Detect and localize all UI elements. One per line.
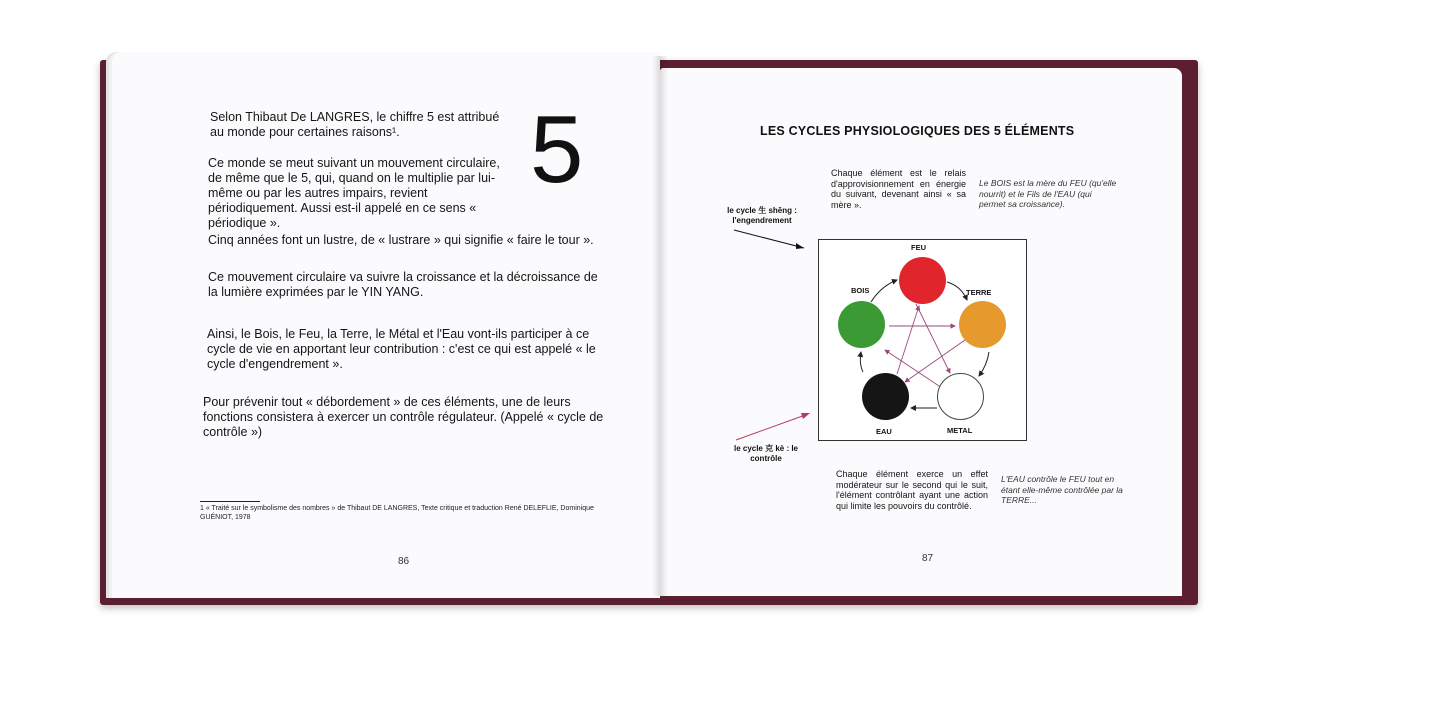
left-page <box>112 52 660 598</box>
page-number-right: 87 <box>922 553 934 564</box>
circle-eau <box>862 373 909 420</box>
paragraph-3: Cinq années font un lustre, de « lustrare » qui signifie « faire le tour ». <box>208 233 594 247</box>
paragraph-2: Ce monde se meut suivant un mouvement circulaire, de même que le 5, qui, quand on le multiplie par lui-même ou par les autres impairs, revient périodiquement. Aussi est-il appelé en ce sens « périodique ». <box>208 156 500 230</box>
book-gutter <box>652 56 668 596</box>
page-number-left: 86 <box>398 556 410 567</box>
italic-bottom: L'EAU contrôle le FEU tout en étant elle-même contrôlée par la TERRE... <box>1001 474 1123 505</box>
label-eau: EAU <box>876 427 892 436</box>
paragraph-6: Pour prévenir tout « débordement » de ces éléments, une de leurs fonctions consistera à exercer un contrôle régulateur. (Appelé « cycle de contrôle ») <box>203 395 604 439</box>
circle-bois <box>838 301 885 348</box>
paragraph-5: Ainsi, le Bois, le Feu, la Terre, le Métal et l'Eau vont-ils participer à ce cycle de vie en apportant leur contribution : c'est ce qui est appelé « le cycle d'engendrement ». <box>207 327 596 371</box>
footnote-rule <box>200 501 260 502</box>
paragraph-4: Ce mouvement circulaire va suivre la croissance et la décroissance de la lumière exprimées par le YIN YANG. <box>208 270 598 299</box>
five-elements-diagram <box>818 239 1027 441</box>
label-metal: METAL <box>947 426 973 435</box>
big-number: 5 <box>530 96 584 203</box>
page-title: LES CYCLES PHYSIOLOGIQUES DES 5 ÉLÉMENTS <box>760 124 1075 138</box>
label-bois: BOIS <box>851 286 870 295</box>
label-feu: FEU <box>911 243 926 252</box>
circle-terre <box>959 301 1006 348</box>
text-bottom: Chaque élément exerce un effet modérateur sur le second qui le suit, l'élément contrôlant ayant une action qui limite les pouvoirs du contrôlé. <box>836 469 988 511</box>
italic-top: Le BOIS est la mère du FEU (qu'elle nourrit) et le Fils de l'EAU (qui permet sa croissance). <box>979 178 1117 209</box>
footnote: 1 « Traité sur le symbolisme des nombres » de Thibaut DE LANGRES, Texte critique et traduction René DELEFLIE, Dominique GUÉNIOT, 1978 <box>200 505 594 521</box>
label-sheng: le cycle 生 shēng : l'engendrement <box>727 206 797 225</box>
circle-metal <box>937 373 984 420</box>
arrow-sheng-pointer <box>730 226 820 256</box>
right-page <box>660 68 1182 596</box>
arrow-ke-pointer <box>730 408 820 448</box>
text-top: Chaque élément est le relais d'approvisionnement en énergie du suivant, devenant ainsi « sa mère ». <box>831 168 966 210</box>
paragraph-1: Selon Thibaut De LANGRES, le chiffre 5 est attribué au monde pour certaines raisons¹. <box>210 110 500 139</box>
circle-feu <box>899 257 946 304</box>
label-terre: TERRE <box>966 288 992 297</box>
label-ke: le cycle 克 kè : le contrôle <box>733 444 799 463</box>
